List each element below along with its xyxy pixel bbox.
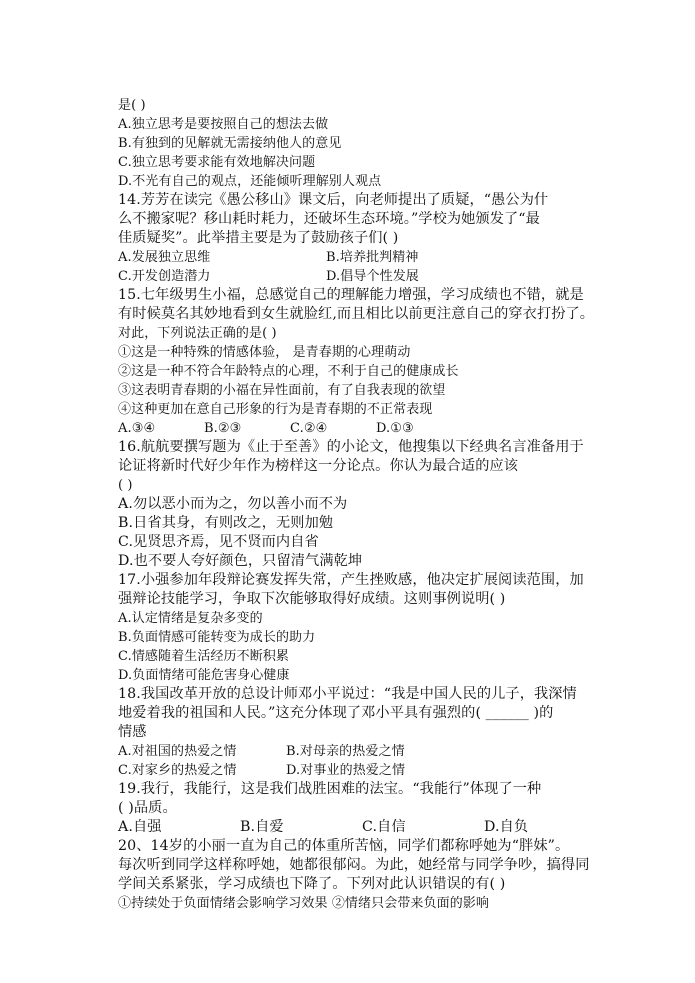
q18-option-b: B.对母亲的热爱之情 xyxy=(286,744,405,759)
q17-stem-1: 17.小强参加年段辩论赛发挥失常，产生挫败感，他决定扩展阅读范围，加 xyxy=(118,572,584,588)
q15-options-row xyxy=(118,419,588,438)
q16-stem-2: 论证将新时代好少年作为榜样这一分论点。你认为最合适的应该 xyxy=(118,458,519,474)
q16-stem-3: ( ) xyxy=(118,478,133,493)
q14-option-c: C.开发创造潜力 xyxy=(118,269,211,284)
q15-statement-2: ②这是一种不符合年龄特点的心理，不利于自己的健康成长 xyxy=(118,364,459,379)
q14-option-b: B.培养批判精神 xyxy=(326,250,419,265)
q19-options-row xyxy=(118,818,588,837)
q18-option-d: D.对事业的热爱之情 xyxy=(286,763,406,778)
q20-statements-1-2: ①持续处于负面情绪会影响学习效果 ②情绪只会带来负面的影响 xyxy=(118,896,490,911)
q16-option-d: D.也不要人夸好颜色，只留清气满乾坤 xyxy=(118,553,363,569)
option-d: D.不光有自己的观点，还能倾听理解别人观点 xyxy=(118,174,382,189)
q19-option-c: C.自信 xyxy=(362,819,406,835)
q16-option-c: C.见贤思齐焉，见不贤而内自省 xyxy=(118,534,319,550)
q14-options-row-2 xyxy=(118,267,588,286)
q20-stem-1: 20、14岁的小丽一直为自己的体重所苦恼，同学们都称呼她为“胖妹”。 xyxy=(118,838,570,854)
q18-stem-2: 地爱着我的祖国和人民。”这充分体现了邓小平具有强烈的( ______ )的 xyxy=(118,705,554,721)
q15-option-c: C.②④ xyxy=(290,421,328,436)
q15-option-d: D.①③ xyxy=(376,421,414,436)
q14-stem-2: 么不搬家呢？移山耗时耗力，还破坏生态环境。”学校为她颁发了“最 xyxy=(118,211,540,227)
q16-stem-1: 16.航航要撰写题为《止于至善》的小论文，他搜集以下经典名言准备用于 xyxy=(118,439,584,455)
q19-stem-1: 19.我行，我能行，这是我们战胜困难的法宝。“我能行”体现了一种 xyxy=(118,781,542,797)
q19-option-a: A.自强 xyxy=(118,819,162,835)
q18-options-row-1 xyxy=(118,742,588,761)
option-a: A.独立思考是要按照自己的想法去做 xyxy=(118,117,329,132)
question-text-block xyxy=(118,96,595,913)
option-c: C.独立思考要求能有效地解决问题 xyxy=(118,155,316,170)
q15-stem-1: 15.七年级男生小福，总感觉自己的理解能力增强，学习成绩也不错，就是 xyxy=(118,287,584,303)
q16-option-a: A.勿以恶小而为之，勿以善小而不为 xyxy=(118,496,348,512)
q14-option-d: D.倡导个性发展 xyxy=(326,269,419,284)
q15-stem-3: 对此，下列说法正确的是( ) xyxy=(118,326,277,341)
q18-option-c: C.对家乡的热爱之情 xyxy=(118,763,237,778)
q18-stem-1: 18.我国改革开放的总设计师邓小平说过：“我是中国人民的儿子，我深情 xyxy=(118,686,577,702)
q18-stem-3: 情感 xyxy=(118,724,147,740)
q14-stem-1: 14.芳芳在读完《愚公移山》课文后，向老师提出了质疑，“愚公为什 xyxy=(118,192,549,208)
q14-options-row-1 xyxy=(118,248,588,267)
q17-stem-2: 强辩论技能学习，争取下次能够取得好成绩。这则事例说明( ) xyxy=(118,591,506,607)
q20-stem-2: 每次听到同学这样称呼她，她都很郁闷。为此，她经常与同学争吵，搞得同 xyxy=(118,857,590,873)
q18-options-row-2 xyxy=(118,761,588,780)
option-b: B.有独到的见解就无需接纳他人的意见 xyxy=(118,136,342,151)
q17-option-b: B.负面情感可能转变为成长的助力 xyxy=(118,630,316,645)
q14-stem-3: 佳质疑奖”。此举措主要是为了鼓励孩子们( ) xyxy=(118,230,399,246)
q16-option-b: B.日省其身，有则改之，无则加勉 xyxy=(118,515,334,531)
q19-stem-2: ( )品质。 xyxy=(118,800,177,816)
q15-option-a: A.③④ xyxy=(118,421,156,436)
q15-option-b: B.②③ xyxy=(204,421,242,436)
q15-statement-4: ④这种更加在意自己形象的行为是青春期的不正常表现 xyxy=(118,402,433,417)
q18-option-a: A.对祖国的热爱之情 xyxy=(118,744,237,759)
q17-option-a: A.认定情绪是复杂多变的 xyxy=(118,611,263,626)
q15-stem-2: 有时候莫名其妙地看到女生就脸红,而且相比以前更注意自己的穿衣打扮了。 xyxy=(118,306,595,322)
q19-option-d: D.自负 xyxy=(484,819,529,835)
q19-option-b: B.自爱 xyxy=(240,819,284,835)
q17-option-c: C.情感随着生活经历不断积累 xyxy=(118,649,290,664)
q14-option-a: A.发展独立思维 xyxy=(118,250,211,265)
q20-stem-3: 学间关系紧张，学习成绩也下降了。下列对此认识错误的有( ) xyxy=(118,876,506,892)
q15-statement-1: ①这是一种特殊的情感体验， 是青春期的心理萌动 xyxy=(118,345,411,360)
question-stem-continuation: 是( ) xyxy=(118,98,146,113)
q15-statement-3: ③这表明青春期的小福在异性面前，有了自我表现的欲望 xyxy=(118,383,446,398)
q17-option-d: D.负面情绪可能危害身心健康 xyxy=(118,668,290,683)
